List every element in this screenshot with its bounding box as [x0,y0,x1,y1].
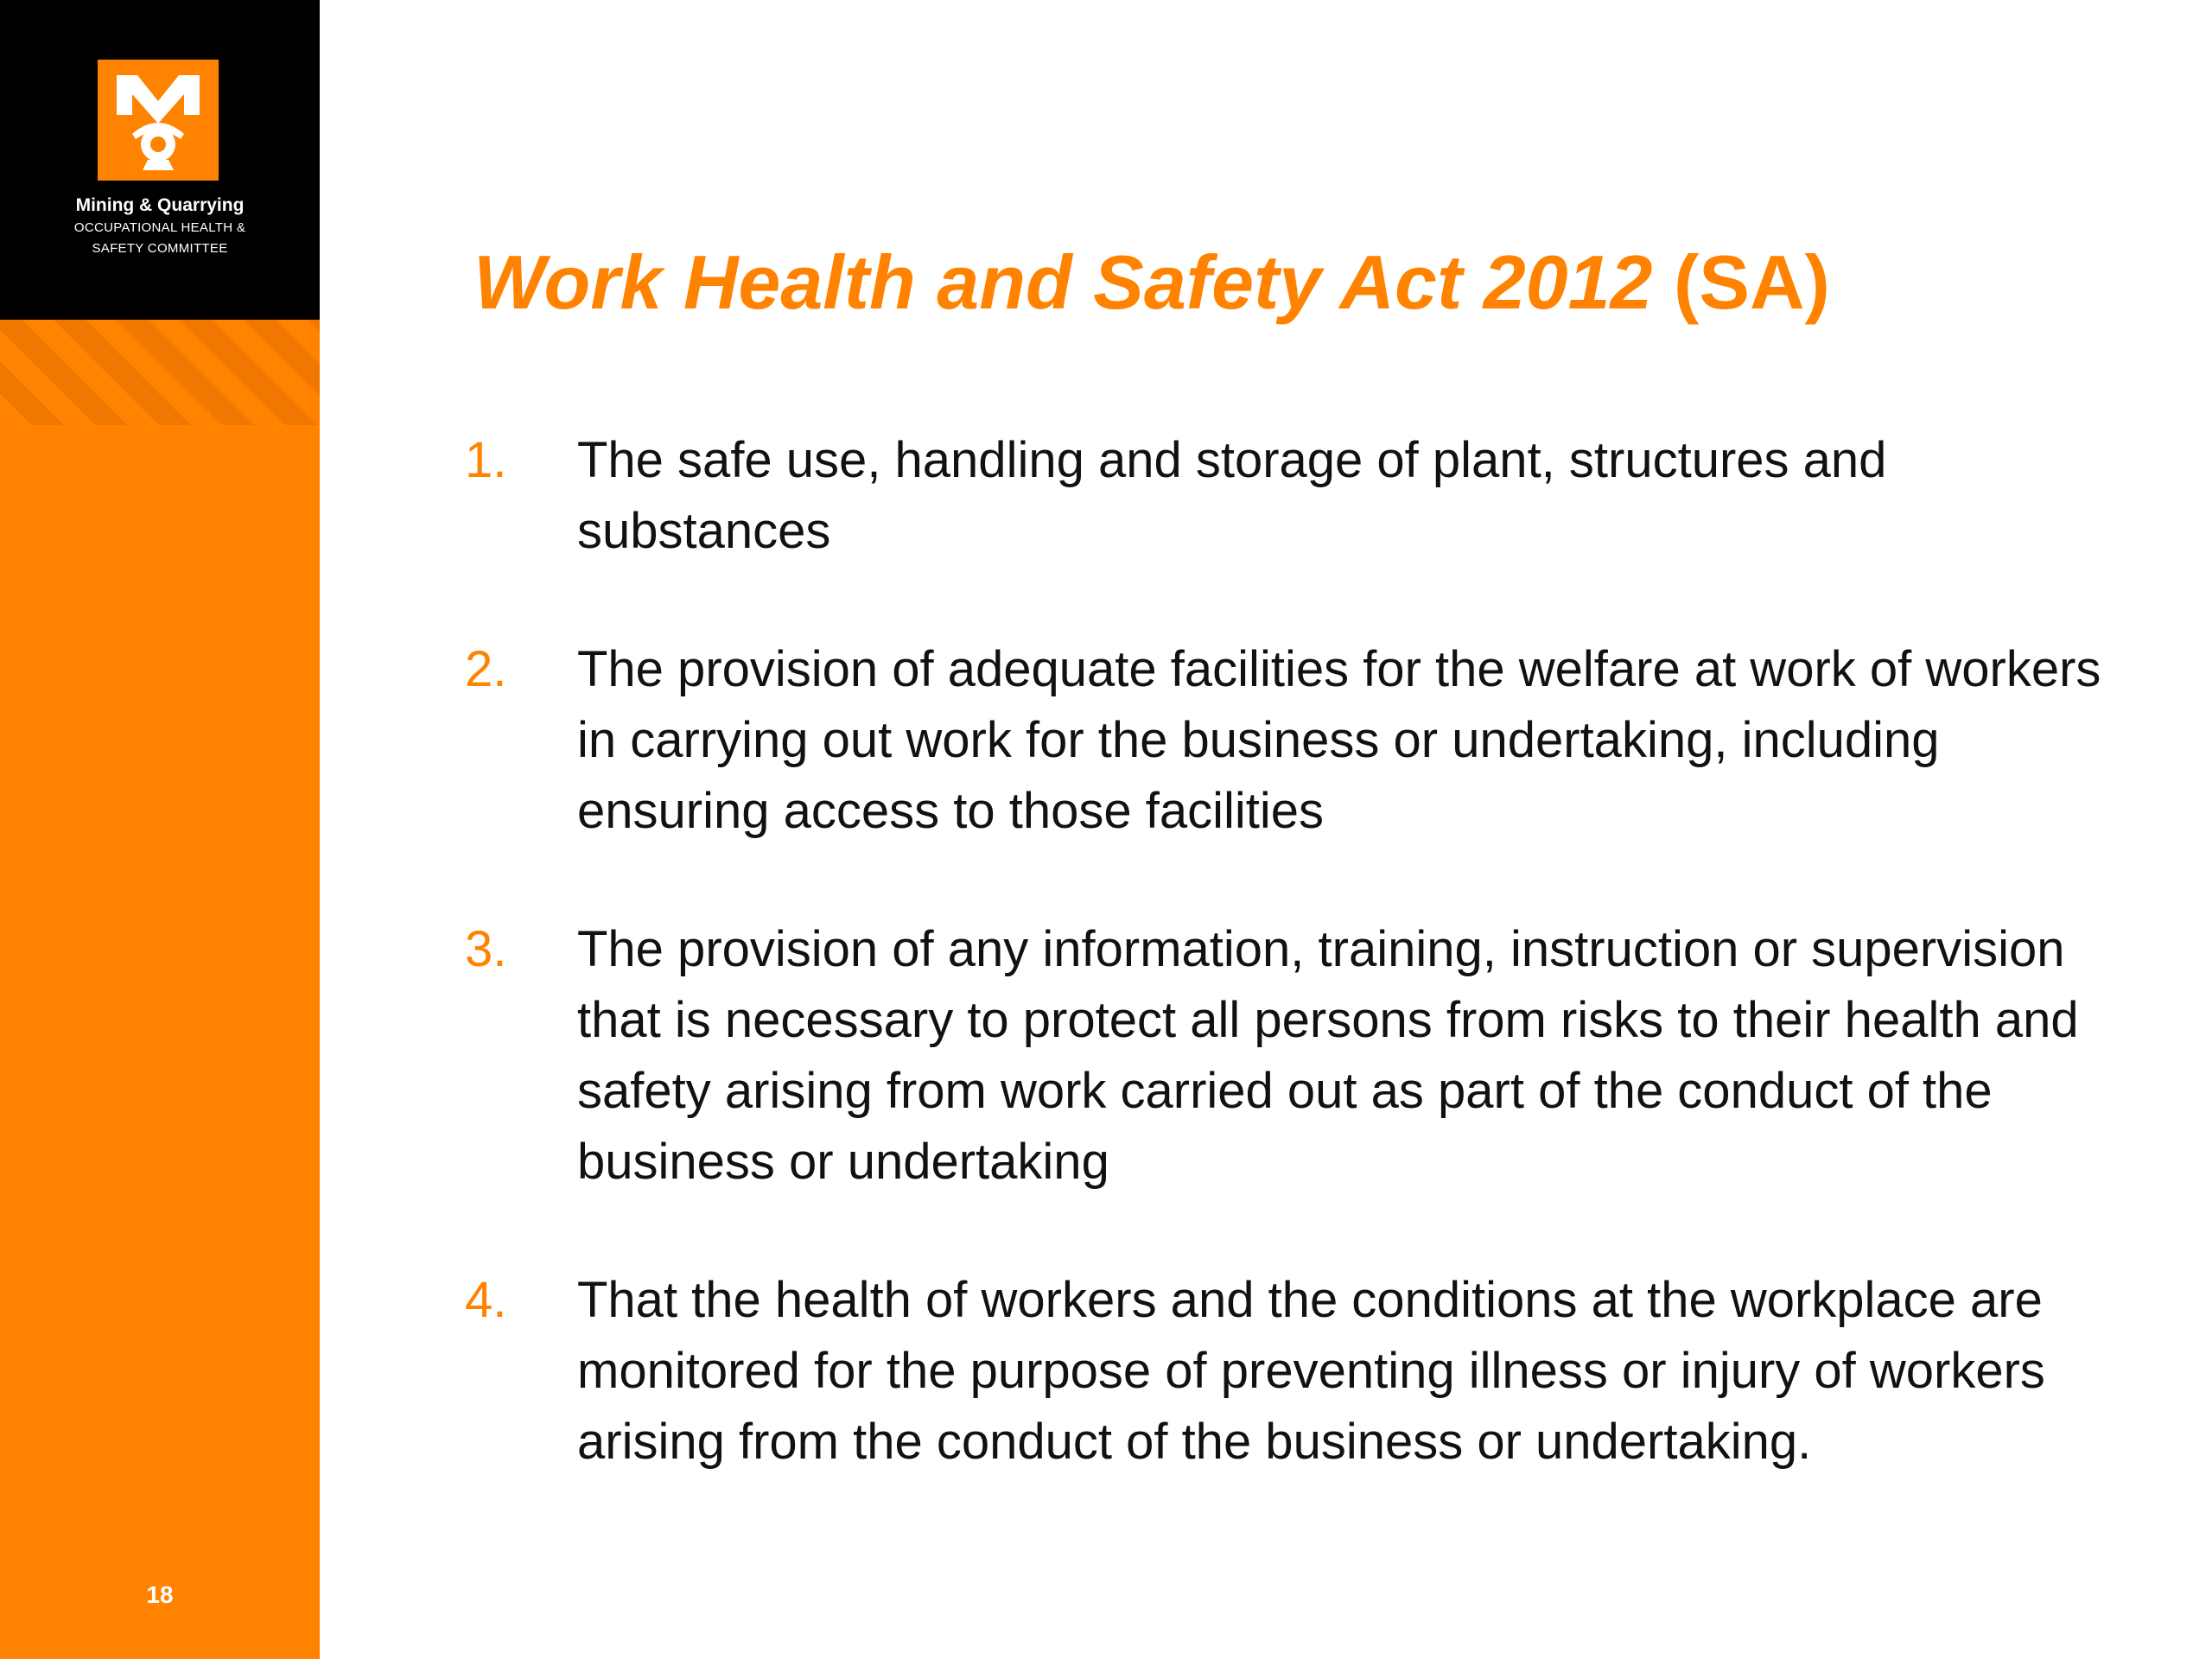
list-item-text: That the health of workers and the conditions at the workplace are monitored for the purpose of preventing illness or injury of workers arising from the conduct of the business or undertaking. [577,1272,2045,1470]
page-number: 18 [146,1581,174,1608]
slide-title [474,235,2158,330]
mining-quarrying-m-logo-icon [98,60,219,181]
list-item-number: 2. [465,641,507,697]
list-item-number: 4. [465,1272,507,1328]
list-item [465,914,2107,1198]
title-act-name: Work Health and Safety Act 2012 [474,239,1653,325]
list-item [465,425,2107,567]
org-subtitle-line1: OCCUPATIONAL HEALTH & [73,220,246,235]
sidebar [0,0,320,1659]
list-item-text: The safe use, handling and storage of plant, structures and substances [577,432,1887,559]
org-name: Mining & Quarrying [75,195,245,215]
list-item [465,1265,2107,1478]
title-jurisdiction: (SA) [1673,239,1830,325]
list-item-text: The provision of adequate facilities for the welfare at work of workers in carrying out work for the business or undertaking, including ensuring access to those facilities [577,641,2101,839]
list-item-text: The provision of any information, training, instruction or supervision that is necessary to protect all persons from risks to their health and safety arising from work carried out as part of the conduct of the business or undertaking [577,921,2079,1190]
list-item-number: 1. [465,432,507,488]
list-item-number: 3. [465,921,507,977]
sidebar-header [0,0,320,320]
org-subtitle-line2: SAFETY COMMITTEE [92,241,228,256]
numbered-list [465,425,2107,1545]
decorative-stripes [0,320,320,425]
list-item [465,634,2107,847]
